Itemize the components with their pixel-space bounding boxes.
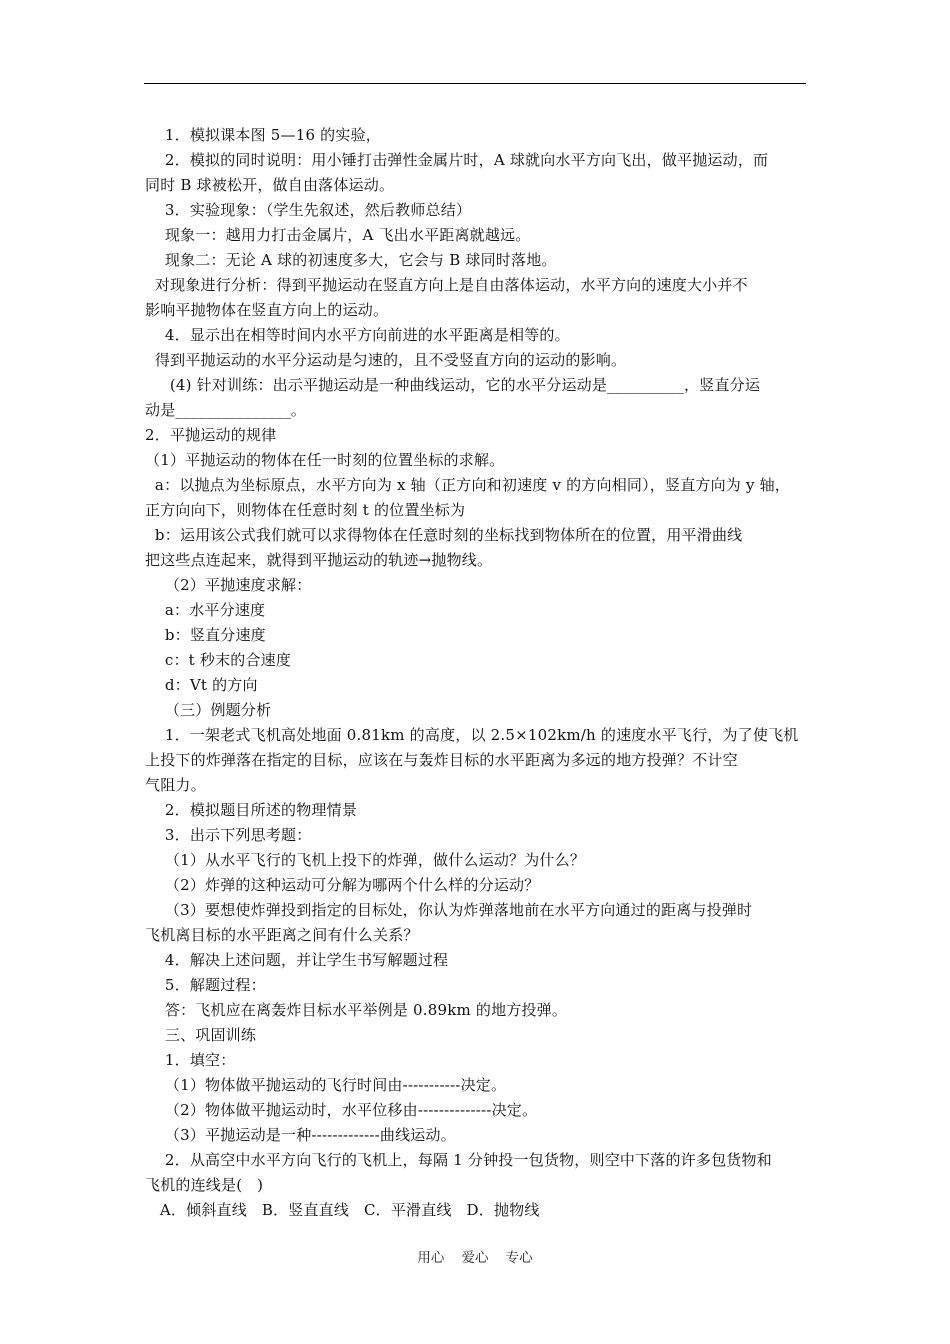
text-line: 2．模拟题目所述的物理情景 xyxy=(145,801,358,819)
text-line: 2．平抛运动的规律 xyxy=(145,426,277,444)
text-line: d：Vt 的方向 xyxy=(145,676,258,694)
text-line: a：水平分速度 xyxy=(145,601,266,619)
text-line: 影响平抛物体在竖直方向上的运动。 xyxy=(145,301,389,319)
text-line: c：t 秒末的合速度 xyxy=(145,651,292,669)
text-line: 同时 B 球被松开，做自由落体运动。 xyxy=(145,176,395,194)
text-line: （2）炸弹的这种运动可分解为哪两个什么样的分运动？ xyxy=(145,876,540,894)
text-line: （1）物体做平抛运动的飞行时间由-----------决定。 xyxy=(145,1076,507,1094)
document-body xyxy=(145,123,807,1223)
text-line: （3）要想使炸弹投到指定的目标处，你认为炸弹落地前在水平方向通过的距离与投弹时 xyxy=(145,901,753,919)
text-line: 飞机的连线是( ) xyxy=(145,1176,264,1194)
text-line: 3．实验现象：（学生先叙述，然后教师总结） xyxy=(145,201,472,219)
text-line: 气阻力。 xyxy=(145,776,206,794)
text-line: 上投下的炸弹落在指定的目标，应该在与轰炸目标的水平距离为多远的地方投弹？不计空 xyxy=(145,751,738,769)
text-line: 把这些点连起来，就得到平抛运动的轨迹→抛物线。 xyxy=(145,551,493,569)
text-line: 1．填空： xyxy=(145,1051,236,1069)
text-line: （1）从水平飞行的飞机上投下的炸弹，做什么运动？为什么？ xyxy=(145,851,586,869)
text-line: 5．解题过程： xyxy=(145,976,266,994)
page-footer: 用心 爱心 专心 xyxy=(417,1250,533,1266)
text-line: 4．显示出在相等时间内水平方向前进的水平距离是相等的。 xyxy=(145,326,570,344)
text-line: b：运用该公式我们就可以求得物体在任意时刻的坐标找到物体所在的位置，用平滑曲线 xyxy=(145,526,743,544)
text-line: A．倾斜直线 B．竖直直线 C．平滑直线 D．抛物线 xyxy=(145,1201,540,1219)
text-line: (4) 针对训练：出示平抛运动是一种曲线运动，它的水平分运动是__________，竖直分运 xyxy=(145,376,761,394)
text-line: 三、巩固训练 xyxy=(145,1026,257,1044)
text-line: 3．出示下列思考题： xyxy=(145,826,312,844)
text-line: b：竖直分速度 xyxy=(145,626,266,644)
text-line: 答：飞机应在离轰炸目标水平举例是 0.89km 的地方投弹。 xyxy=(145,1001,568,1019)
text-line: 现象一：越用力打击金属片，A 飞出水平距离就越远。 xyxy=(145,226,531,244)
text-line: 现象二：无论 A 球的初速度多大，它会与 B 球同时落地。 xyxy=(145,251,557,269)
text-line: （2）平抛速度求解： xyxy=(145,576,312,594)
text-line: 正方向向下，则物体在任意时刻 t 的位置坐标为 xyxy=(145,501,466,519)
text-line: （3）平抛运动是一种-------------曲线运动。 xyxy=(145,1126,456,1144)
text-line: 2．模拟的同时说明：用小锤打击弹性金属片时，A 球就向水平方向飞出，做平抛运动，而 xyxy=(145,151,769,169)
text-line: 2．从高空中水平方向飞行的飞机上，每隔 1 分钟投一包货物，则空中下落的许多包货物和 xyxy=(145,1151,772,1169)
text-line: 动是_______________。 xyxy=(145,401,307,419)
text-line: 飞机离目标的水平距离之间有什么关系？ xyxy=(145,926,419,944)
text-line: 1．模拟课本图 5—16 的实验， xyxy=(145,126,381,144)
text-line: 得到平抛运动的水平分运动是匀速的，且不受竖直方向的运动的影响。 xyxy=(145,351,627,369)
text-line: （1）平抛运动的物体在任一时刻的位置坐标的求解。 xyxy=(145,451,505,469)
header-rule xyxy=(144,83,806,84)
text-line: a：以抛点为坐标原点，水平方向为 x 轴（正方向和初速度 v 的方向相同），竖直方向为 y 轴， xyxy=(145,476,790,494)
text-line: 4．解决上述问题，并让学生书写解题过程 xyxy=(145,951,449,969)
text-line: （三）例题分析 xyxy=(145,701,272,719)
text-line: 1．一架老式飞机高处地面 0.81km 的高度，以 2.5×102km/h 的速度水平飞行，为了使飞机 xyxy=(145,726,799,744)
text-line: （2）物体做平抛运动时，水平位移由--------------决定。 xyxy=(145,1101,538,1119)
text-line: 对现象进行分析：得到平抛运动在竖直方向上是自由落体运动，水平方向的速度大小并不 xyxy=(145,276,748,294)
